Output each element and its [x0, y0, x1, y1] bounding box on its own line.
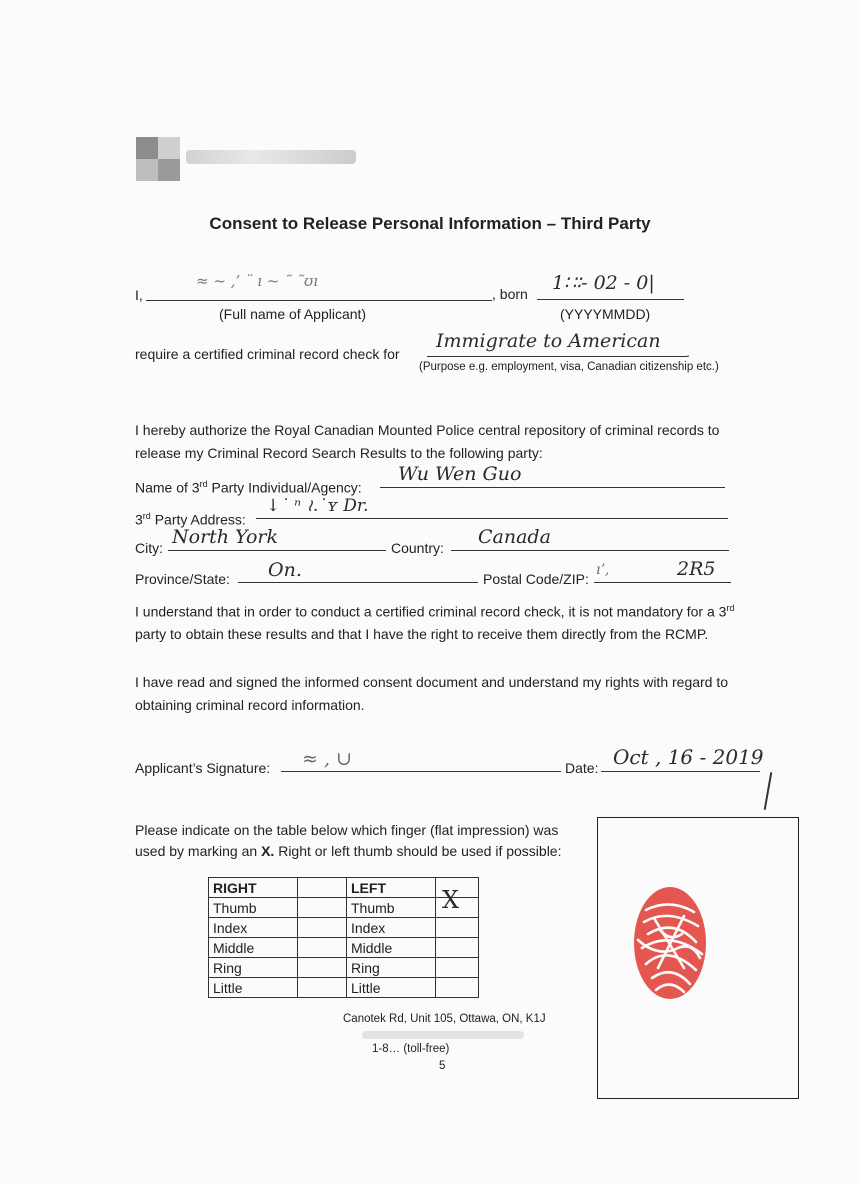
read-paragraph: I have read and signed the informed consent document and understand my rights with regard to obtaining criminal record information.: [135, 674, 729, 713]
right-mark-cell[interactable]: [298, 958, 347, 978]
dob-line: [537, 299, 684, 300]
third-party-address-line: [256, 518, 728, 519]
left-finger-name: Little: [347, 978, 436, 998]
signature-label: Applicant’s Signature:: [135, 760, 271, 776]
page-number: 5: [439, 1060, 446, 1072]
date-label: Date:: [565, 760, 599, 776]
province-handwritten: On.: [268, 559, 302, 581]
table-row: [209, 918, 479, 938]
dob-handwritten: 1∷∶- 02 - 0|: [552, 272, 655, 294]
country-handwritten: Canada: [478, 526, 551, 548]
province-label: Province/State:: [135, 571, 230, 587]
left-mark-cell[interactable]: [436, 886, 479, 918]
finger-instructions: Please indicate on the table below which finger (flat impression) was used by marking an X. Right or left thumb should be used if possible:: [135, 822, 562, 859]
third-party-name-line: [380, 487, 725, 488]
finger-mark-handwritten: X: [442, 886, 460, 914]
postal-handwritten-b: 2R5: [677, 558, 716, 580]
left-mark-cell[interactable]: [436, 958, 479, 978]
applicant-name-line: [146, 300, 492, 301]
left-mark-cell[interactable]: [436, 938, 479, 958]
city-label: City:: [135, 540, 163, 556]
applicant-name-handwritten: ≈ ~ ‚’ ¨ ı ~ ˜ ˜ʊı: [196, 272, 319, 290]
postal-line: [594, 582, 731, 583]
left-finger-name: Index: [347, 918, 436, 938]
third-party-address-handwritten: ↓˙ ⁿ ≀.˙ʏ Dr.: [266, 496, 369, 516]
country-label: Country:: [391, 540, 444, 556]
third-party-name-handwritten: Wu Wen Guo: [398, 463, 522, 485]
purpose-hint: (Purpose e.g. employment, visa, Canadian citizenship etc.): [419, 361, 719, 373]
understand-paragraph: I understand that in order to conduct a certified criminal record check, it is not mandatory for a 3rd party to obtain these results and that I have the right to receive them directly from the RCMP.: [135, 603, 735, 643]
right-finger-name: Ring: [209, 958, 298, 978]
left-header: LEFT: [347, 878, 436, 898]
city-handwritten: North York: [172, 526, 278, 548]
right-finger-name: Middle: [209, 938, 298, 958]
finger-table-header: [209, 878, 479, 898]
date-line: [601, 771, 760, 772]
right-mark-cell[interactable]: [298, 918, 347, 938]
right-mark-cell[interactable]: [298, 898, 347, 918]
third-party-name-label: Name of 3rd Party Individual/Agency:: [135, 479, 362, 496]
purpose-period: .: [686, 344, 690, 360]
footer-address: Canotek Rd, Unit 105, Ottawa, ON, K1J: [343, 1013, 546, 1025]
signature-line: [281, 771, 561, 772]
born-label: , born: [492, 286, 528, 302]
right-finger-name: Index: [209, 918, 298, 938]
dob-caption: (YYYYMMDD): [560, 306, 651, 322]
left-finger-name: Ring: [347, 958, 436, 978]
left-finger-name: Middle: [347, 938, 436, 958]
purpose-handwritten: Immigrate to American: [436, 330, 661, 352]
finger-table: [208, 877, 479, 998]
date-handwritten: Oct , 16 - 2019: [613, 745, 764, 769]
right-header: RIGHT: [209, 878, 298, 898]
date-stroke: [764, 772, 772, 810]
table-row: [209, 898, 479, 918]
right-finger-name: Thumb: [209, 898, 298, 918]
footer-contact: 1-8… (toll-free): [372, 1043, 450, 1055]
right-mark-cell[interactable]: [298, 938, 347, 958]
left-finger-name: Thumb: [347, 898, 436, 918]
signature-handwritten: ≈ , ∪: [302, 748, 352, 770]
purpose-line: [427, 356, 687, 357]
left-mark-cell[interactable]: [436, 918, 479, 938]
fingerprint-image: [598, 818, 798, 1098]
table-row: [209, 938, 479, 958]
city-line: [168, 550, 386, 551]
table-row: [209, 978, 479, 998]
name-caption: (Full name of Applicant): [219, 306, 367, 322]
right-finger-name: Little: [209, 978, 298, 998]
form-title: Consent to Release Personal Information – Third Party: [209, 214, 651, 233]
country-line: [451, 550, 729, 551]
footer-redacted-line: [362, 1031, 524, 1039]
postal-handwritten-a: ıʼ,: [596, 562, 610, 578]
left-mark-cell[interactable]: [436, 978, 479, 998]
fingerprint-box: [597, 817, 799, 1099]
purpose-label: require a certified criminal record check for: [135, 346, 400, 362]
third-party-address-label: 3rd Party Address:: [135, 511, 246, 528]
applicant-prefix: I,: [135, 287, 143, 303]
postal-label: Postal Code/ZIP:: [483, 571, 589, 587]
province-line: [238, 582, 478, 583]
right-mark-cell[interactable]: [298, 978, 347, 998]
authorize-paragraph: I hereby authorize the Royal Canadian Mounted Police central repository of criminal records to release my Criminal Record Search Results to the following party:: [135, 422, 720, 461]
table-row: [209, 958, 479, 978]
